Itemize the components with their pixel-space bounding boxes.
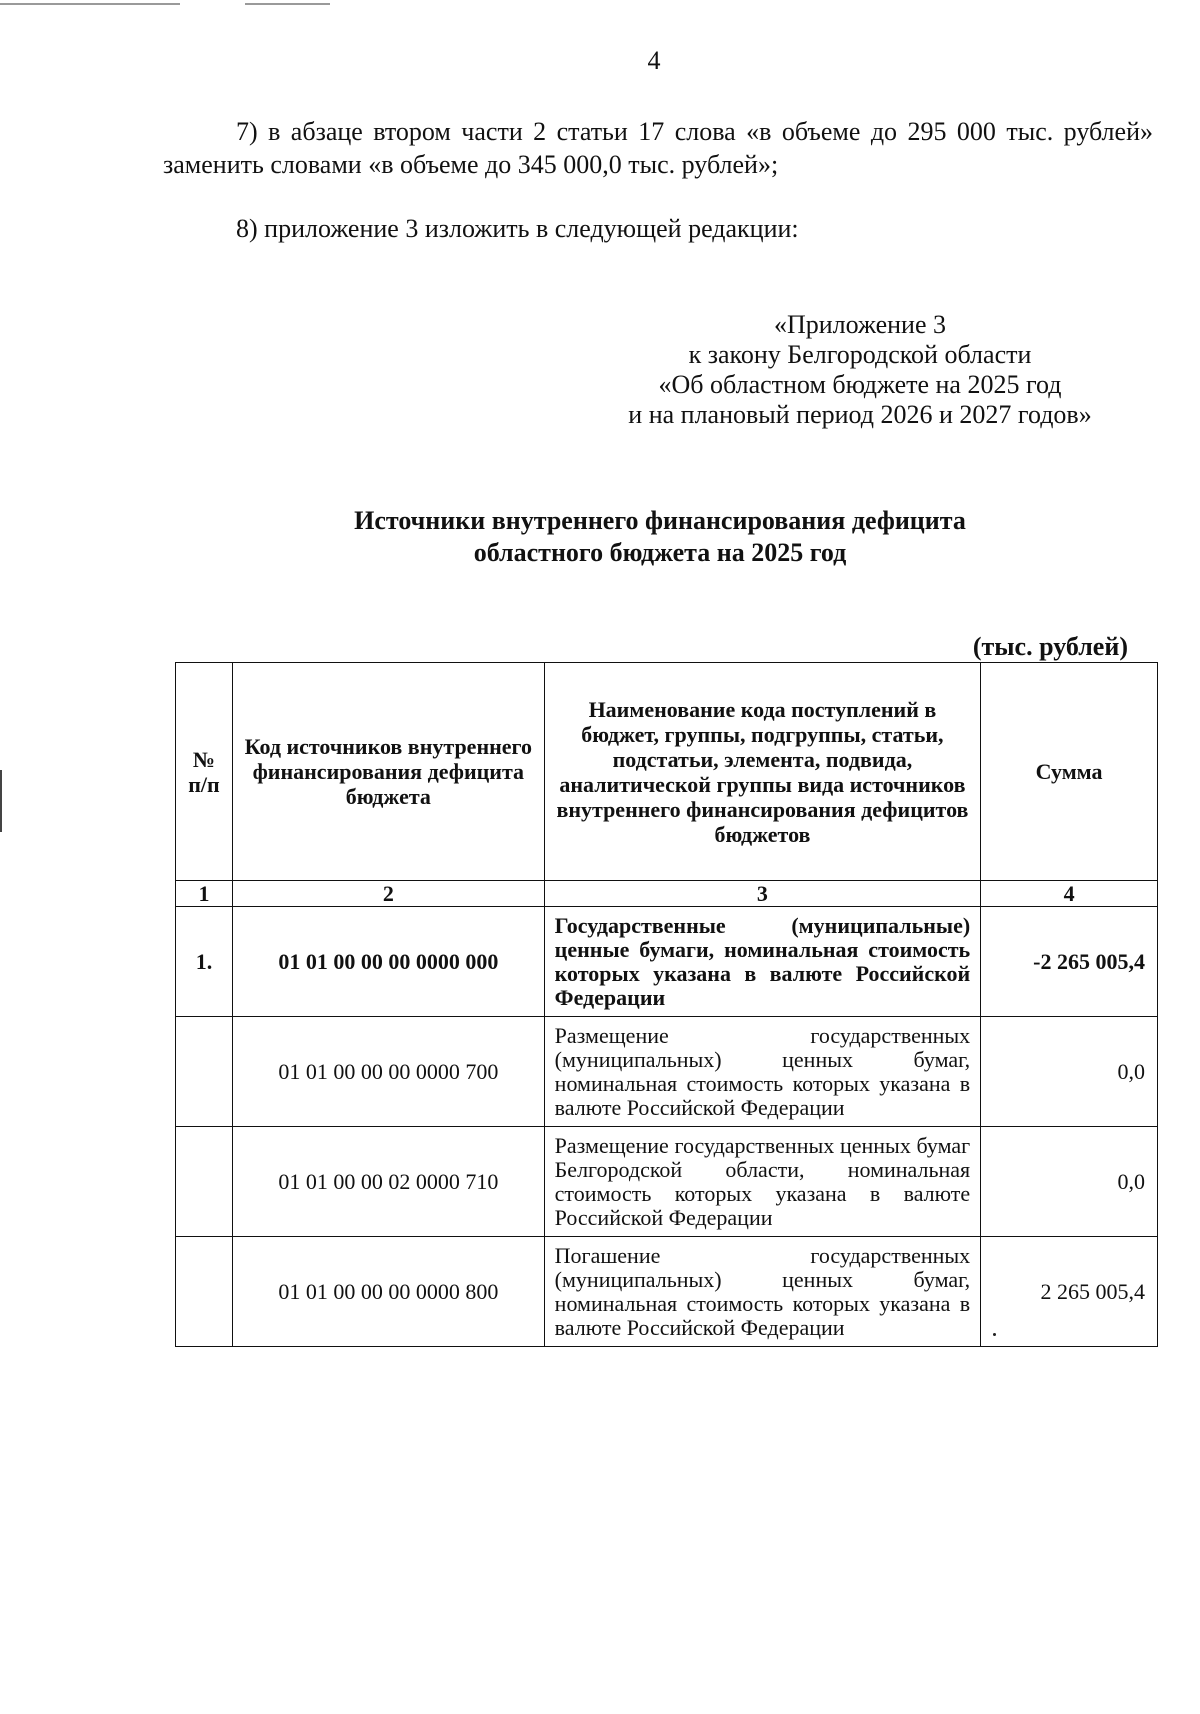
row-num	[176, 1017, 233, 1127]
row-code: 01 01 00 00 00 0000 000	[232, 907, 544, 1017]
column-number: 2	[232, 881, 544, 907]
header-name: Наименование кода поступлений в бюджет, группы, подгруппы, статьи, подстатьи, элемента, подвида, аналитической группы вида источников внутреннего финансирования дефицитов бюджетов	[544, 663, 981, 881]
header-sum: Сумма	[981, 663, 1158, 881]
row-sum: -2 265 005,4	[981, 907, 1158, 1017]
document-title	[210, 505, 1110, 569]
scan-margin-mark	[0, 770, 2, 832]
column-number: 1	[176, 881, 233, 907]
paragraph-item-7: 7) в абзаце втором части 2 статьи 17 слова «в объеме до 295 000 тыс. рублей» заменить словами «в объеме до 345 000,0 тыс. рублей»;	[163, 117, 1153, 179]
appendix-line: и на плановый период 2026 и 2027 годов»	[628, 400, 1092, 429]
row-num	[176, 1237, 233, 1347]
row-name: Государственные (муниципальные) ценные бумаги, номинальная стоимость которых указана в валюте Российской Федерации	[544, 907, 981, 1017]
scan-artifact-line	[245, 3, 330, 5]
column-number: 4	[981, 881, 1158, 907]
table-row	[176, 1127, 1158, 1237]
table-row	[176, 907, 1158, 1017]
row-sum: 0,0	[981, 1017, 1158, 1127]
units-label: (тыс. рублей)	[972, 632, 1128, 661]
appendix-line: к закону Белгородской области	[688, 340, 1032, 369]
title-line: Источники внутреннего финансирования дефицита	[354, 506, 966, 535]
row-code: 01 01 00 00 00 0000 800	[232, 1237, 544, 1347]
paragraph-item-8: 8) приложение 3 изложить в следующей редакции:	[236, 214, 799, 243]
appendix-line: «Об областном бюджете на 2025 год	[658, 370, 1062, 399]
row-code: 01 01 00 00 00 0000 700	[232, 1017, 544, 1127]
row-num	[176, 1127, 233, 1237]
appendix-heading	[600, 310, 1120, 430]
column-number-row	[176, 881, 1158, 907]
row-sum: 2 265 005,4	[981, 1237, 1158, 1347]
header-code: Код источников внутреннего финансирования дефицита бюджета	[232, 663, 544, 881]
row-name: Размещение государственных (муниципальных) ценных бумаг, номинальная стоимость которых указана в валюте Российской Федерации	[544, 1017, 981, 1127]
financing-sources-table	[175, 662, 1158, 1347]
page-number: 4	[647, 46, 661, 75]
row-num: 1.	[176, 907, 233, 1017]
row-name: Размещение государственных ценных бумаг Белгородской области, номинальная стоимость которых указана в валюте Российской Федерации	[544, 1127, 981, 1237]
row-code: 01 01 00 00 02 0000 710	[232, 1127, 544, 1237]
appendix-line: «Приложение 3	[773, 310, 947, 339]
title-line: областного бюджета на 2025 год	[473, 538, 847, 567]
scan-artifact-line	[0, 3, 180, 5]
table-row	[176, 1017, 1158, 1127]
table-header-row	[176, 663, 1158, 881]
row-name: Погашение государственных (муниципальных) ценных бумаг, номинальная стоимость которых указана в валюте Российской Федерации	[544, 1237, 981, 1347]
scan-artifact-dot	[993, 1333, 996, 1336]
column-number: 3	[544, 881, 981, 907]
header-num: № п/п	[176, 663, 233, 881]
row-sum: 0,0	[981, 1127, 1158, 1237]
table-row	[176, 1237, 1158, 1347]
